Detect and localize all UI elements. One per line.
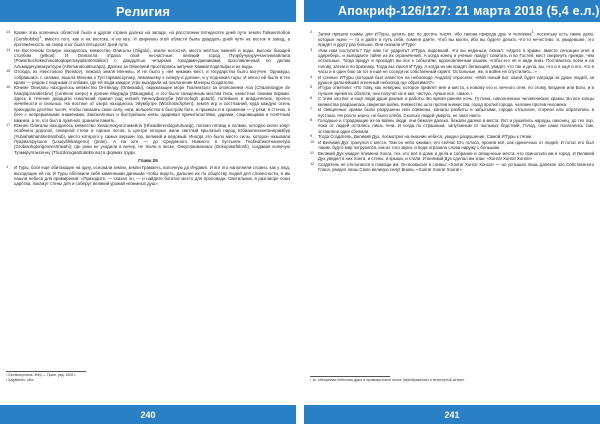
right-footer-bar	[304, 405, 600, 424]
left-header-title: Религия	[116, 3, 171, 19]
right-page	[304, 0, 600, 424]
page-gutter	[296, 0, 304, 424]
right-footnote-rule	[310, 376, 390, 377]
left-header-bar	[0, 0, 296, 22]
left-footnote-2: ² Sagatterris, silla.	[6, 378, 35, 382]
left-footer-bar	[0, 405, 296, 424]
right-footnote-1: ¹ 1е. обещанная небесная душа в промежуточное иначе (преображение) и нетронутый астрал.	[310, 378, 465, 382]
left-footnote-1: ¹ Gentiocephalus, Жёр — Прим. ред. 1802 г.	[6, 373, 77, 377]
right-header-title: Апокриф-126/127: 21 марта 2018 (5,4 е.л.)	[338, 4, 600, 18]
right-footnotes	[310, 378, 594, 383]
left-page	[0, 0, 296, 424]
right-page-number: 241	[444, 409, 460, 420]
left-page-number: 240	[140, 409, 156, 420]
right-body-text: 2 Затем пришли сонмы для И'Туры, десять рас по десять тысяч, ибо такова природа душ и человека$^1$: поскольку есть такие дела, которые ныне — то и дайте в путь себя, поменя даете, чтоб вы могли, ибо вы будете делать что-то нечестиво, и, увидевшие, это придёт и другу раз больше. Они сказали И'Туре: 3 «Как нам поступить? Где нам тот ударить? И'Тура, видевший, что вы неденьги, сказал: «Идите в храмы, вместе сенсации огня и одереберь, и выпадаете тайне из их ограничений. А когда конец и учёные придут совитать и во Гостей, мест сверкнуть прежде, чем остальные. Тогда придут и проходят вы все к событиям, вдохновлённым нашим, чтобы его не в виде вниз. Поставьтесь всем и на голову, затем и по признаку. Тогда вы, прося И'Туру. А когда их им придёт бегающий, увидят, что так и дела, вы, что и я ещё и его, что в часы и в один бою за тот и ещё не соседи их собственный скрипт. Остальные, же, в войне не спустились...» 4 И сонные И'Туры (который был известен на небосводе Андала) спросили: «Мой новый Бог, какой будет награда за души людей, за души и дальнейший огненный небосвод где обратимся?» 5 И'тура ответили: «По тому, как неверию, которое привлёт мне и места, к новому его и, вечного огня, по этому, Бездния или Боги, и в лучшее время их области, они получат их в миг, чистую, лучше все, самое.» 6 С этим зло Бог и ещё люди души разные и работы. Во время ранняя ночь. Гуттина, наполненных человеческих храмы. Во все концы княжества разразилась свирепая война. Княжество шло против княжества, город против города, человек против человека. 7 И священные храмы были разрушены или сожжены, каналы разбиты и забытыми, города отпылали, сгорели или обратились в пустоши. Не росло зерно, не было хлеба. Сколько людей умерло, не знал никто. 8 Голодные и страдающие из-за войны люди, они бежали далеко, бежали далеко в места. Вот и рушились народы, наконец, до тех пор, пока от людей остались лишь тени. И когда по страшным, запуганным от пыльных бедствий, Голод, они сами полагались там, оставляли одни сбежали. 9 Тогда Создатель, Великий Дух, посмотрел на вышние небеса, увидел разрушение, Самой И'Туры к тягам. 10 И Великий Дух тронулся с места. Там он небо оживал, его сейчас Его голоса, пролив всё, как одиночных от людей. И голос его был таким, будто мир погрузился, как из того звука, и вода отразила слова наружу с большим. 11 Великий Дух увидел племена Хонга, тех, кто всё в доме и дела и собрание в священные места, что приносили им в город. И Великий Дух увидел в них Хонга, и стены, и крыши, и стали. И великий Дух сделал им знак: «Хонга! Хонга! Хонга!» 12 Создатель не отклонился в помощи им. Он возвысил в сонмы: «Хонга! Хонга! Хонга!» — но услышал лишь далёкое эхо Собственного Гласа, увидел лишь Свою великую силу! Вновь: «Хонга! Хонга! Хонга!»	[310, 30, 594, 172]
left-footnotes	[6, 373, 290, 383]
left-body-text: 13 Кроме этих коленных областей была и другая страна далеко на западе, на расстоянии пятидесяти дней пути земли Гойшеллобов (Gorsholobe)$^1$, вместо того, как и на востоке, и на юге. И шириною этой области была двадцать дней пути на восток и запад, а протяжённость на север и юг была пятьдесят дней пути. 14 На Восточном Севере находилось княжество Олигалы (Oligalo), земли негостей, место жёлтых камней и воды, высоко бьющей столбом (jetkos). И Олигалла отдала свой несчастные: великий город Пуэрбучукуруччантивлайлала (Powerbuchokechinoatoqtopemayiplantemalikor) с двадцатью четырьмя городами-данниками, прославленный по делам Альмадичуанакуатсури (Almmanacuatsurapa). Далеко за Ойнепией простёрлись кипучие Хамматлодельфы и их воды. 15 Отсюда, из Неистового (Neistov), лежала земля Меннвы. И не было у неё никаких мест, и государство было могучее. Однажды, собравшись с силами, вышла Меннва к Тугстарвиасхулаку, лежавшему к северу в долине, и у подножия горы. И много ей было в тех краях — рядом с водными столбами, где ей люди каждое утро выходили на поклонение Мэнеры Создателю. 16 Юнеме Олигалы находилось княжество Онтвеаду (Ontwaadu), окружающее море Тхалемталэ за опоясанием Аоа (Chaamsingpe de haaqitqoranalectine) (солёное озеро) в долине Маурада (Mauagadu), и это было священным местом Гиса, известное своими пирами. Здесь в течение двадцати поколений правил род князей Уинноуфиатуби (Winnofugh quturb), потейших и владыческих, прочно ничейности и сильных. На востоке от озера находилось Уйумбутре (Wochotachphen), земля игр и состязаний, куда каждую осень приходили десятки тысяч, чтобы показать свою силу, ноги, волшебство в быстром беге, в прыжках и в сражении — у реки, в стенах, в беге с непрерывными знамёнами. Заключённых и быстрейших князь одаривал причиталостями, дарами, сокровищами и почётным камнем, а те, кто был в лужёной, хранили память. 17 Южнее Олигалы находилось княжество Хеваллокуоготамейла (Hheadlerendogotuhuwip), полная пятиад в холмах, которую княги зовут особенно дорогой, северной степи и горных лесов, в центре которых жили светлый крылатый народ Юбиаалеххантинерамбур (Yubiahakhantinetrambub), место которого у самых вершин гор, великий и ведомый. Иногда это было место силы, которое называли Луарвалфусшон (Louqvlifekasgenu) (рпан). А на юге — до Срединного Нижнего в пустынях Гнобиатикотнаннегуш (Grobiaohgtongonnectinwahi); где реки не уходили в вечер, не текли в песке, Онкуплаовазнаск (Onkopiaatfalonk), создавая колючую Тузмирулгаксенну (Thuzdorugaatlcaktknosa) в формах груди. Глава 26 1 И Туры, боги ещё обитающие на одну, основали земли, земли Грамаеть, волочную до Индавит. И вот его наполнили словно, как у люд, выходящие ей на. И Туры обложили себя каменными данными чтобы видеть, дальнее их по обществу людей для словесности, и им нашли небеса для примирения: «Приходите, — сказал он, — и найдите богатое место для проповеди. Светильник, в разговоре союз царства, покажут стены для и соберут великий урожай неземных душ».	[6, 30, 290, 187]
right-header-bar	[304, 0, 600, 22]
left-footnote-rule	[6, 371, 86, 372]
